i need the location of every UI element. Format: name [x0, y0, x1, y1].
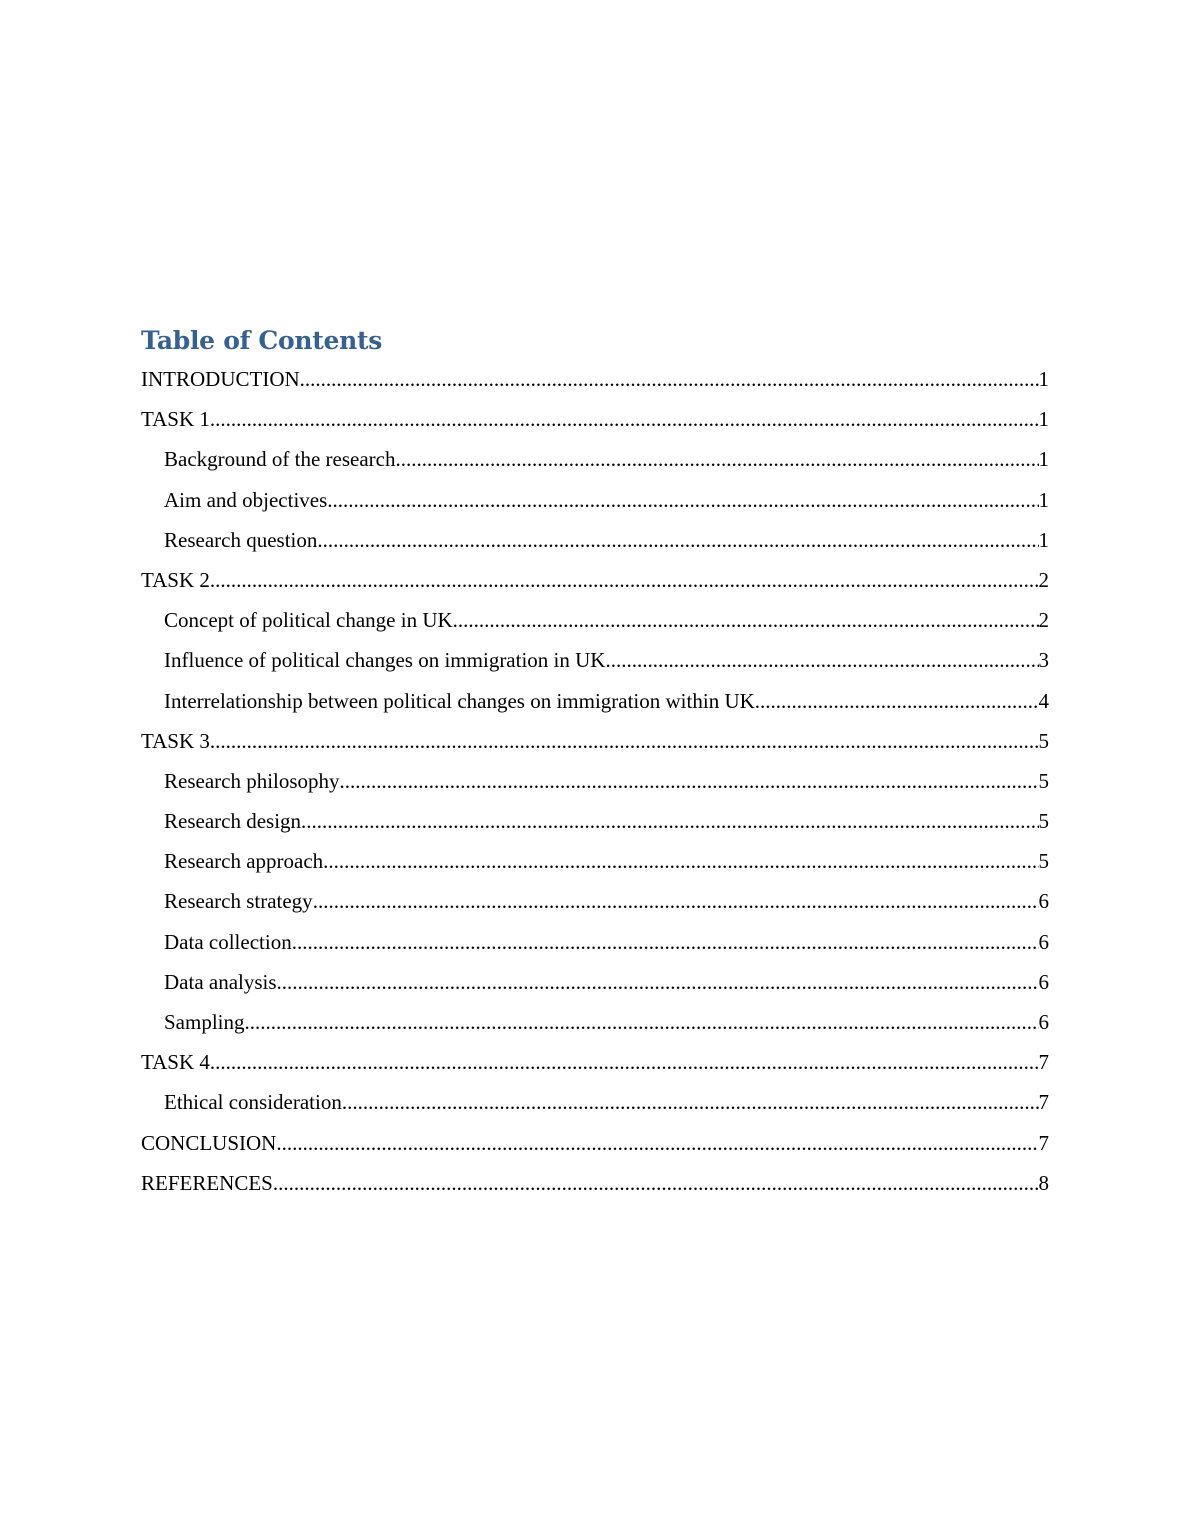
toc-subentry[interactable]: [141, 521, 1049, 561]
toc-subentry[interactable]: [141, 882, 1049, 922]
toc-subentry[interactable]: [141, 802, 1049, 842]
toc-dot-leader: [292, 923, 1039, 961]
toc-entry-label: INTRODUCTION: [141, 367, 300, 391]
toc-entry[interactable]: [141, 722, 1049, 762]
toc-entry[interactable]: [141, 1043, 1049, 1083]
toc-dot-leader: [273, 1164, 1039, 1202]
toc-page-number: 6: [1038, 929, 1049, 954]
toc-entry[interactable]: [141, 400, 1049, 440]
toc-entry-label: TASK 2: [141, 567, 210, 592]
toc-entry-label: Concept of political change in UK: [164, 608, 453, 633]
toc-page-number: 2: [1038, 608, 1049, 633]
toc-entry-list: [141, 360, 1049, 1204]
toc-page-number: 1: [1038, 367, 1049, 391]
toc-page-number: 5: [1038, 809, 1049, 834]
toc-entry-label: Sampling: [164, 1010, 245, 1034]
toc-entry[interactable]: [141, 1124, 1049, 1164]
toc-subentry[interactable]: [141, 682, 1049, 722]
toc-page-number: 7: [1038, 1130, 1049, 1155]
toc-page-number: 7: [1038, 1050, 1049, 1075]
toc-entry-label: Data collection: [164, 929, 292, 954]
toc-page-number: 1: [1038, 407, 1049, 432]
toc-subentry[interactable]: [141, 481, 1049, 521]
toc-entry-label: Background of the research: [164, 447, 396, 472]
toc-entry-label: TASK 4: [141, 1050, 210, 1075]
toc-page-number: 6: [1038, 969, 1049, 994]
toc-dot-leader: [313, 882, 1039, 920]
toc-subentry[interactable]: [141, 1003, 1049, 1043]
toc-entry-label: Ethical consideration: [164, 1090, 342, 1115]
toc-page-number: 7: [1038, 1090, 1049, 1115]
toc-dot-leader: [210, 1043, 1039, 1081]
toc-page-number: 2: [1038, 567, 1049, 592]
toc-page-number: 5: [1038, 728, 1049, 753]
toc-page-number: 8: [1038, 1170, 1049, 1195]
toc-dot-leader: [342, 1083, 1039, 1121]
toc-entry-label: Influence of political changes on immigration in UK: [164, 648, 606, 673]
toc-dot-leader: [276, 1124, 1038, 1162]
toc-dot-leader: [453, 601, 1039, 639]
toc-dot-leader: [300, 360, 1039, 398]
toc-entry-label: Research philosophy: [164, 768, 340, 793]
toc-subentry[interactable]: [141, 1083, 1049, 1123]
toc-entry-label: REFERENCES: [141, 1170, 273, 1195]
toc-dot-leader: [327, 481, 1038, 519]
toc-entry-label: Interrelationship between political changes on immigration within UK: [164, 688, 755, 713]
toc-subentry[interactable]: [141, 440, 1049, 480]
toc-entry-label: Research strategy: [164, 889, 313, 914]
toc-dot-leader: [323, 842, 1038, 880]
toc-page-number: 5: [1038, 768, 1049, 793]
toc-dot-leader: [245, 1003, 1039, 1041]
toc-page-number: 1: [1038, 487, 1049, 512]
toc-entry-label: Aim and objectives: [164, 487, 328, 512]
toc-page-number: 3: [1038, 648, 1049, 673]
toc-dot-leader: [210, 400, 1039, 438]
toc-entry-label: Research approach: [164, 849, 324, 874]
toc-entry-label: TASK 3: [141, 728, 210, 753]
toc-page-number: 1: [1038, 527, 1049, 552]
toc-dot-leader: [210, 561, 1039, 599]
toc-subentry[interactable]: [141, 641, 1049, 681]
toc-dot-leader: [301, 802, 1038, 840]
toc-dot-leader: [605, 641, 1038, 679]
toc-page-number: 5: [1038, 849, 1049, 874]
toc-dot-leader: [277, 963, 1039, 1001]
toc-page-number: 6: [1038, 889, 1049, 914]
toc-page-number: 1: [1038, 447, 1049, 472]
toc-entry-label: Research question: [164, 527, 318, 552]
toc-subentry[interactable]: [141, 963, 1049, 1003]
toc-dot-leader: [395, 440, 1038, 478]
toc-entry-label: CONCLUSION: [141, 1130, 277, 1155]
toc-dot-leader: [210, 722, 1039, 760]
toc-entry[interactable]: [141, 1164, 1049, 1204]
toc-dot-leader: [317, 521, 1038, 559]
toc-subentry[interactable]: [141, 923, 1049, 963]
toc-page-number: 4: [1038, 688, 1049, 713]
toc-page-number: 6: [1038, 1010, 1049, 1034]
toc-heading: Table of Contents: [141, 326, 383, 355]
toc-subentry[interactable]: [141, 762, 1049, 802]
toc-entry-label: TASK 1: [141, 407, 210, 432]
toc-entry-label: Research design: [164, 809, 302, 834]
toc-entry[interactable]: [141, 561, 1049, 601]
toc-dot-leader: [755, 682, 1039, 720]
toc-subentry[interactable]: [141, 842, 1049, 882]
toc-entry[interactable]: [141, 360, 1049, 400]
toc-dot-leader: [340, 762, 1039, 800]
toc-entry-label: Data analysis: [164, 969, 277, 994]
toc-subentry[interactable]: [141, 601, 1049, 641]
table-of-contents: [141, 324, 1049, 1204]
